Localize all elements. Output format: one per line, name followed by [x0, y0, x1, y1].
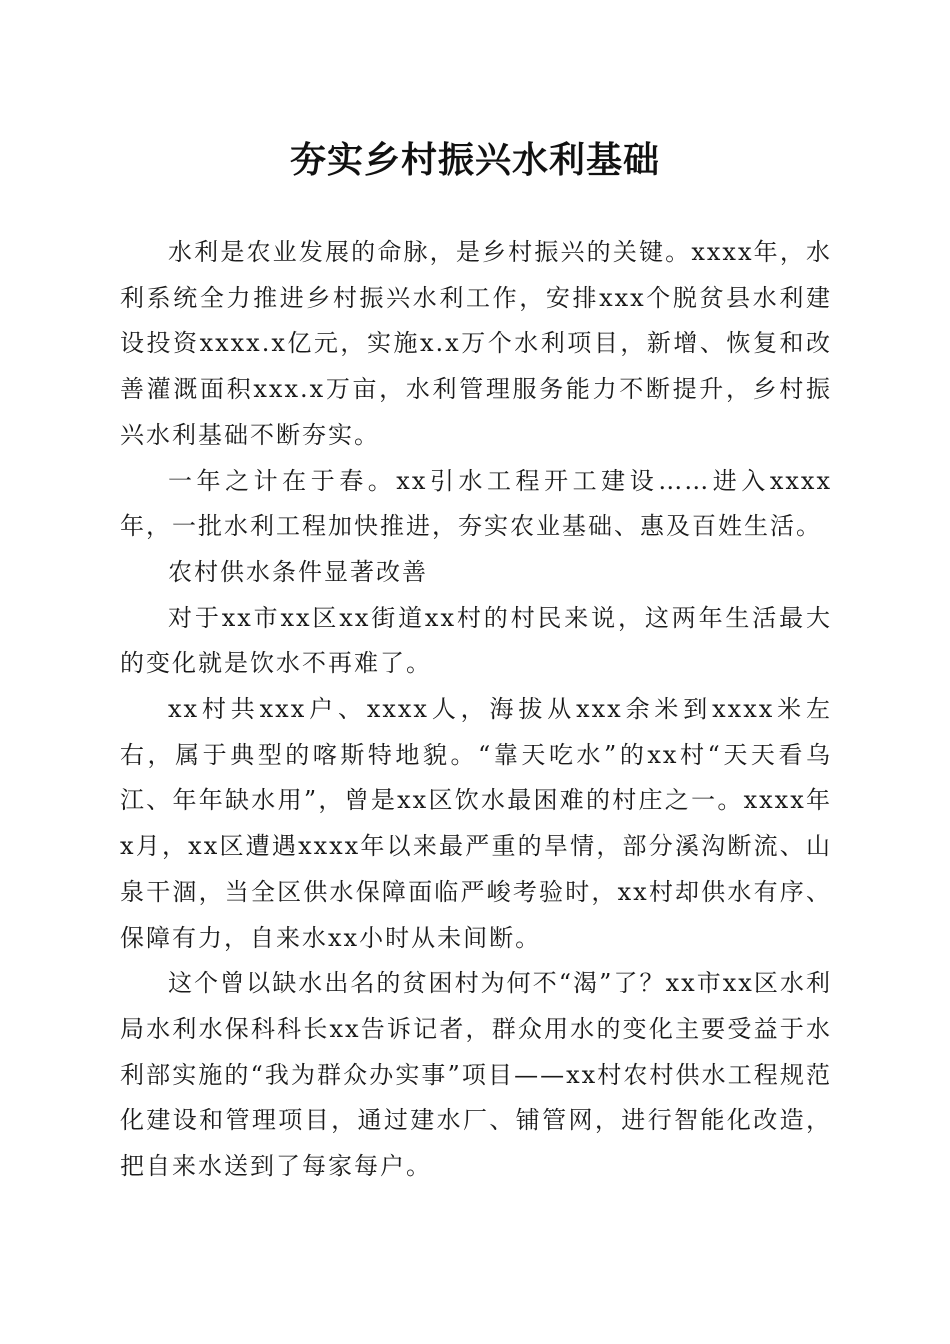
- paragraph: xx村共xxx户、xxxx人，海拔从xxx余米到xxxx米左右，属于典型的喀斯特地貌。“靠天吃水”的xx村“天天看乌江、年年缺水用”，曾是xx区饮水最困难的村庄之一。xxxx年x月，xx区遭遇xxxx年以来最严重的旱情，部分溪沟断流、山泉干涸，当全区供水保障面临严峻考验时，xx村却供水有序、保障有力，自来水xx小时从未间断。: [120, 695, 832, 952]
- document-body: [120, 230, 832, 1190]
- paragraph: 水利是农业发展的命脉，是乡村振兴的关键。xxxx年，水利系统全力推进乡村振兴水利工作，安排xxx个脱贫县水利建设投资xxxx.x亿元，实施x.x万个水利项目，新增、恢复和改善灌溉面积xxx.x万亩，水利管理服务能力不断提升，乡村振兴水利基础不断夯实。: [120, 238, 832, 449]
- paragraph: 这个曾以缺水出名的贫困村为何不“渴”了？xx市xx区水利局水利水保科科长xx告诉记者，群众用水的变化主要受益于水利部实施的“我为群众办实事”项目——xx村农村供水工程规范化建设和管理项目，通过建水厂、铺管网，进行智能化改造，把自来水送到了每家每户。: [120, 969, 832, 1181]
- document-title: 夯实乡村振兴水利基础: [289, 139, 660, 181]
- section-heading: 农村供水条件显著改善: [168, 557, 428, 586]
- paragraph: 一年之计在于春。xx引水工程开工建设……进入xxxx年，一批水利工程加快推进，夯实农业基础、惠及百姓生活。: [120, 466, 832, 541]
- paragraph: 对于xx市xx区xx街道xx村的村民来说，这两年生活最大的变化就是饮水不再难了。: [120, 603, 832, 678]
